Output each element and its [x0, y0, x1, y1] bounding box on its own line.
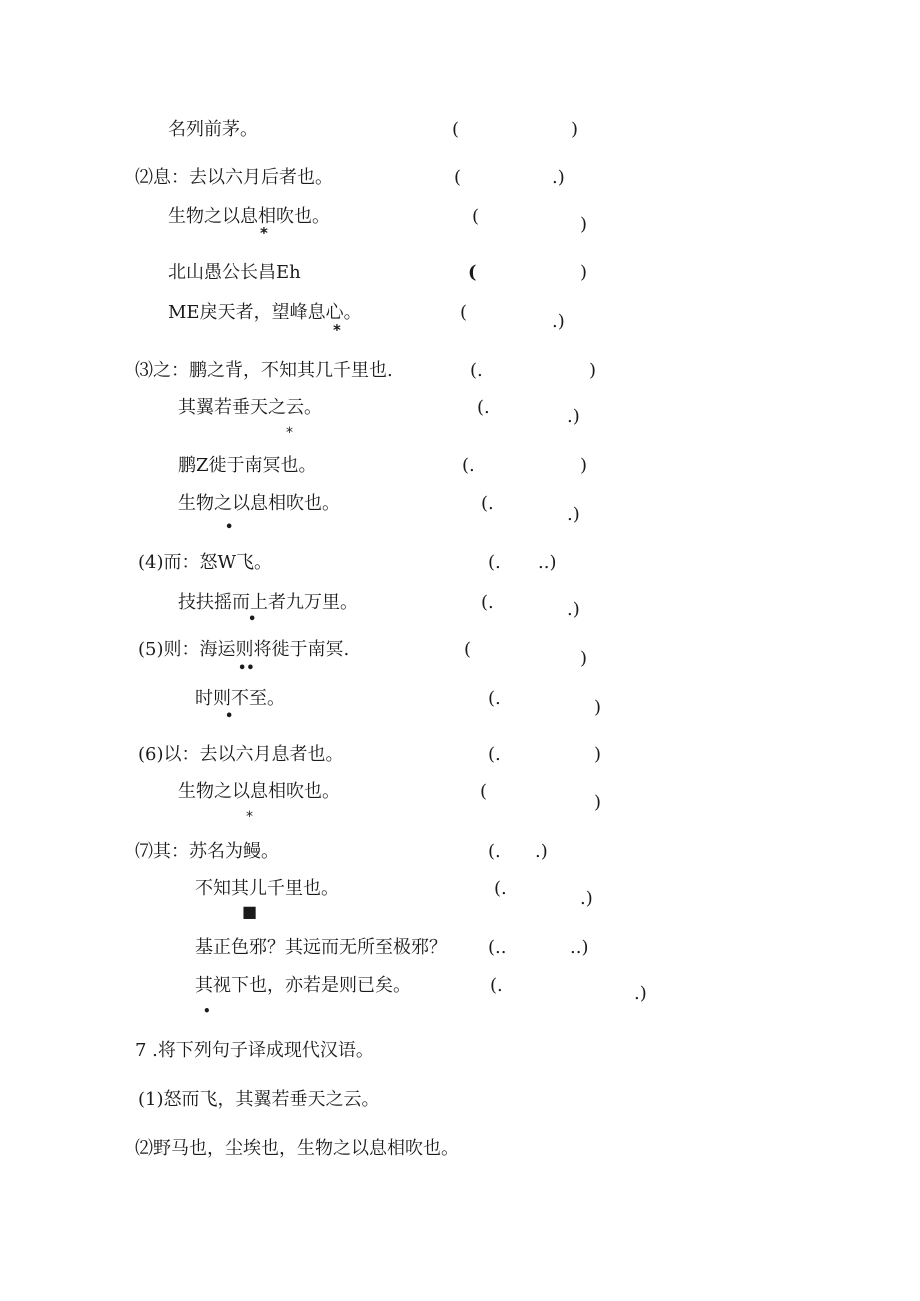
sentence-line: 其翼若垂天之云。	[178, 397, 322, 418]
emphasis-mark: *	[246, 809, 253, 825]
answer-bracket-close: )	[580, 214, 588, 235]
sentence-line: 生物之以息相吹也。	[178, 781, 340, 802]
emphasis-mark: ■	[242, 902, 258, 921]
answer-bracket-open: (.	[490, 975, 503, 996]
answer-bracket-open: (	[452, 119, 460, 140]
emphasis-mark: •	[225, 520, 234, 535]
answer-bracket-open: (.	[488, 552, 501, 573]
emphasis-mark: ••	[238, 661, 255, 676]
emphasis-mark: •	[203, 1004, 211, 1018]
answer-bracket-open: (.	[462, 455, 475, 476]
sentence-line: ⑵息：去以六月后者也。	[135, 167, 333, 188]
answer-bracket-open: (..	[488, 937, 507, 958]
answer-bracket-close: .)	[634, 983, 647, 1004]
sentence-line: 基正色邪？其远而无所至极邪？	[195, 937, 447, 958]
sentence-line: 鹏Z徙于南冥也。	[178, 455, 317, 476]
answer-bracket-open: (.	[488, 744, 501, 765]
answer-bracket-close: .)	[580, 888, 593, 909]
answer-bracket-close: .)	[567, 406, 580, 427]
sentence-line: (4)而：怒W飞。	[138, 552, 272, 573]
answer-bracket-open: (	[480, 781, 488, 802]
section-heading: 7 .将下列句子译成现代汉语。	[135, 1040, 374, 1061]
answer-bracket-open: (	[468, 262, 477, 283]
answer-bracket-close: .)	[567, 599, 580, 620]
answer-bracket-open: (.	[481, 592, 494, 613]
sentence-line: 生物之以息相吹也。	[168, 206, 330, 227]
answer-bracket-close: .)	[552, 167, 565, 188]
translation-item: ⑵野马也，尘埃也，生物之以息相吹也。	[135, 1138, 459, 1159]
sentence-line: ⑺其：苏名为鳗。	[135, 841, 279, 862]
emphasis-mark: *	[286, 425, 293, 441]
answer-bracket-open: (	[472, 206, 480, 227]
answer-bracket-close: ..)	[538, 552, 557, 573]
answer-bracket-close: .)	[552, 311, 565, 332]
sentence-line: 技扶摇而上者九万里。	[178, 592, 358, 613]
answer-bracket-close: )	[580, 455, 588, 476]
answer-bracket-close: )	[594, 697, 602, 718]
emphasis-mark: •	[248, 612, 257, 627]
sentence-line: 北山愚公长昌Eh	[168, 262, 301, 283]
emphasis-mark: •	[225, 709, 234, 724]
answer-bracket-open: (	[454, 167, 462, 188]
answer-bracket-open: (.	[481, 493, 494, 514]
answer-bracket-open: (.	[494, 878, 507, 899]
answer-bracket-open: (	[460, 302, 468, 323]
sentence-line: ⑶之：鹏之背，不知其几千里也.	[135, 360, 393, 381]
sentence-line: ME戾天者，望峰息心。	[168, 302, 362, 323]
answer-bracket-close: )	[589, 360, 597, 381]
sentence-line: (6)以：去以六月息者也。	[138, 744, 344, 765]
sentence-line: 其视下也，亦若是则已矣。	[195, 975, 411, 996]
answer-bracket-close: ..)	[570, 937, 589, 958]
answer-bracket-close: )	[594, 744, 602, 765]
answer-bracket-close: )	[580, 262, 588, 283]
answer-bracket-open: (.	[477, 397, 490, 418]
answer-bracket-close: )	[580, 648, 588, 669]
sentence-line: 生物之以息相吹也。	[178, 493, 340, 514]
answer-bracket-open: (.	[488, 688, 501, 709]
answer-bracket-open: (.	[488, 841, 501, 862]
answer-bracket-close: )	[594, 792, 602, 813]
sentence-line: 名列前茅。	[168, 119, 258, 140]
answer-bracket-close: )	[571, 119, 579, 140]
sentence-line: (5)则：海运则将徙于南冥.	[138, 639, 350, 660]
sentence-line: 时则不至。	[195, 688, 285, 709]
answer-bracket-open: (.	[470, 360, 483, 381]
answer-bracket-open: (	[464, 639, 472, 660]
emphasis-mark: *	[260, 224, 268, 242]
translation-item: (1)怒而飞，其翼若垂天之云。	[138, 1089, 380, 1110]
answer-bracket-close: .)	[535, 841, 548, 862]
emphasis-mark: *	[333, 321, 341, 339]
answer-bracket-close: .)	[567, 504, 580, 525]
sentence-line: 不知其儿千里也。	[195, 878, 339, 899]
